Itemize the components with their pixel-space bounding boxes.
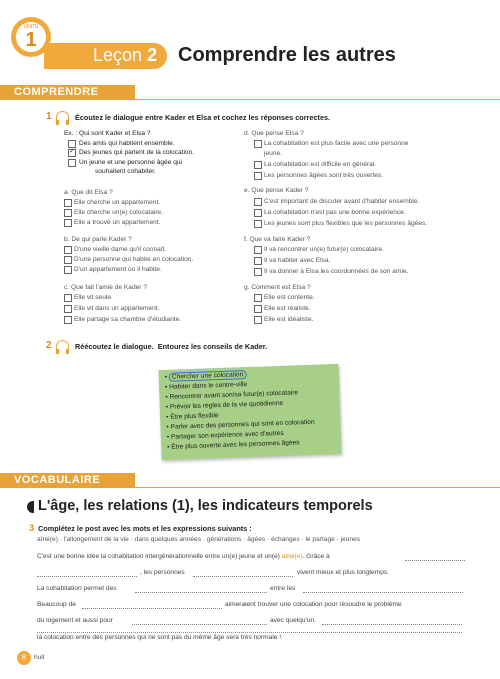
checkbox[interactable]	[254, 161, 262, 169]
option: Elle est réaliste.	[264, 305, 311, 312]
checkbox[interactable]	[64, 246, 72, 254]
checkbox[interactable]	[254, 294, 262, 302]
note-item-4[interactable]: • Prévoir les règles de la vie quotidienne	[165, 399, 284, 411]
option-continuation: jeune.	[264, 150, 282, 157]
option: La cohabitation est difficile en général.	[264, 161, 377, 168]
option: Elle vit dans un appartement.	[74, 305, 160, 312]
text-segment: C'est une bonne idée la cohabitation intergénérationnelle entre un(e) jeune et un(e)	[37, 553, 280, 560]
exercise-3-instruction: Complétez le post avec les mots et les expressions suivants :	[38, 524, 252, 533]
option: Elle partage sa chambre d'étudiante.	[74, 316, 182, 323]
checkbox[interactable]	[64, 266, 72, 274]
option: D'une vieille dame qu'il connaît.	[74, 246, 167, 253]
page-number: 8	[17, 651, 31, 665]
exercise-2-instruction-b: Entourez les conseils de Kader.	[157, 342, 268, 351]
section-rule	[0, 487, 500, 488]
option: D'un appartement où il habite.	[74, 266, 162, 273]
checkbox[interactable]	[254, 268, 262, 276]
option: La cohabitation est plus facile avec une personne	[264, 140, 409, 147]
option: Il va donner à Elsa les coordonnées de son amie.	[264, 268, 409, 275]
checkbox[interactable]	[254, 140, 262, 148]
option: C'est important de discuter avant d'habiter ensemble.	[264, 198, 420, 205]
blank-field[interactable]	[82, 608, 222, 609]
option: Il va rencontrer un(e) futur(e) colocataire.	[264, 246, 384, 253]
example-question: Ex. : Qui sont Kader et Elsa ?	[64, 130, 151, 137]
unit-label: UNITÉ	[23, 24, 39, 30]
checkbox[interactable]	[254, 220, 262, 228]
section-rule	[0, 99, 500, 100]
checkbox-checked[interactable]	[68, 149, 76, 157]
option: Elle est idéaliste.	[264, 316, 314, 323]
note-item-text: Partager son expérience avec d'autres	[170, 429, 284, 441]
exercise-1-instruction: Écoutez le dialogue entre Kader et Elsa et cochez les réponses correctes.	[75, 113, 331, 122]
exercise-number-3: 3	[29, 523, 35, 533]
question-f: f. Que va faire Kader ?	[244, 236, 311, 243]
blank-field[interactable]	[135, 592, 267, 593]
exercise-number-2: 2	[46, 340, 52, 351]
text-segment: La cohabitation permet des	[37, 585, 117, 592]
option: Elle cherche un appartement.	[74, 199, 161, 206]
question-b: b. De qui parle Kader ?	[64, 236, 132, 243]
section-label-comprendre: COMPRENDRE	[14, 86, 99, 98]
text-segment: la colocation entre des personnes qui ne sont pas du même âge sera très normale !	[37, 634, 282, 641]
checkbox[interactable]	[254, 305, 262, 313]
text-segment: . Grâce à	[302, 553, 330, 560]
section-label-vocabulaire: VOCABULAIRE	[14, 474, 101, 486]
note-item-text: Être plus ouverte avec les personnes âgées	[171, 439, 300, 451]
vocabulary-title: L'âge, les relations (1), les indicateurs temporels	[38, 498, 373, 514]
example-option: Des amis qui habitent ensemble.	[79, 140, 175, 147]
checkbox[interactable]	[254, 172, 262, 180]
word-list: aîné(e) · l'allongement de la vie · dans quelques années · générations · âgées · échanges · le partage · jeunes	[37, 536, 361, 543]
lecon-number: 2	[147, 45, 158, 65]
option: Il va habiter avec Elsa.	[264, 257, 331, 264]
page-number-word: huit	[34, 654, 45, 661]
text-segment: aimeraient trouver une colocation pour résoudre le problème	[225, 601, 402, 608]
option: Elle a trouvé un appartement.	[74, 219, 161, 226]
example-option: Un jeune et une personne âgée qui	[79, 159, 183, 166]
text-segment: , les personnes	[140, 569, 185, 576]
option: Les jeunes sont plus flexibles que les personnes âgées.	[264, 220, 428, 227]
checkbox[interactable]	[64, 294, 72, 302]
note-item-8[interactable]: • Être plus ouverte avec les personnes âgées	[167, 439, 300, 451]
checkbox[interactable]	[254, 209, 262, 217]
note-item-6[interactable]: • Parler avec des personnes qui sont en colocation	[166, 418, 315, 431]
text-segment: du logement et aussi pour	[37, 617, 113, 624]
blank-field[interactable]	[132, 624, 267, 625]
text-segment: avec quelqu'un.	[270, 617, 316, 624]
sticky-note	[158, 364, 341, 460]
text-line	[37, 553, 330, 560]
option: D'une personne qui habite en colocation.	[74, 256, 194, 263]
blank-field[interactable]	[322, 624, 462, 625]
note-item-1[interactable]: • Chercher une colocation	[165, 371, 247, 381]
note-item-text: Prévoir les règles de la vie quotidienne	[169, 399, 284, 411]
example-answer: aîné(e)	[281, 553, 303, 560]
page-title: Comprendre les autres	[178, 44, 396, 66]
example-option-continuation: souhaitent cohabiter.	[95, 168, 156, 175]
blank-field[interactable]	[303, 592, 463, 593]
headphones-icon	[56, 340, 69, 351]
note-item-2[interactable]: • Habiter dans le centre-ville	[164, 381, 248, 391]
checkbox[interactable]	[254, 246, 262, 254]
text-segment: entre les	[270, 585, 296, 592]
note-item-7[interactable]: • Partager son expérience avec d'autres	[166, 429, 284, 441]
note-item-3[interactable]: • Rencontrer avant son/sa futur(e) colocataire	[165, 389, 299, 401]
unit-number: 1	[25, 29, 37, 51]
blank-field[interactable]	[193, 576, 293, 577]
checkbox[interactable]	[64, 305, 72, 313]
lecon-word: Leçon	[93, 45, 143, 65]
checkbox[interactable]	[254, 316, 262, 324]
option: Les personnes âgées sont très ouvertes.	[264, 172, 384, 179]
checkbox[interactable]	[254, 198, 262, 206]
question-g: g. Comment est Elsa ?	[244, 284, 311, 291]
checkbox[interactable]	[254, 257, 262, 265]
blank-field[interactable]	[405, 560, 465, 561]
exercise-number-1: 1	[46, 111, 52, 122]
checkbox[interactable]	[64, 316, 72, 324]
option: Elle vit seule.	[74, 294, 113, 301]
title-bullet	[27, 501, 34, 513]
checkbox[interactable]	[64, 209, 72, 217]
note-item-text: Habiter dans le centre-ville	[169, 381, 248, 391]
checkbox[interactable]	[68, 159, 76, 167]
question-a: a. Que dit Elsa ?	[64, 189, 113, 196]
note-item-5[interactable]: • Être plus flexible	[166, 412, 219, 421]
option: La cohabitation n'est pas une bonne expérience.	[264, 209, 406, 216]
note-item-text: Chercher une colocation	[169, 370, 247, 382]
example-option: Des jeunes qui parlent de la colocation.	[79, 149, 195, 156]
lecon-label	[93, 45, 157, 66]
option: Elle est contente.	[264, 294, 315, 301]
blank-field[interactable]	[37, 576, 137, 577]
headphones-icon	[56, 111, 69, 122]
question-c: c. Que fait l'amie de Kader ?	[64, 284, 147, 291]
text-segment: vivent mieux et plus longtemps.	[297, 569, 389, 576]
note-item-text: Rencontrer avant son/sa futur(e) colocataire	[169, 389, 299, 401]
blank-field[interactable]	[37, 632, 462, 633]
checkbox[interactable]	[64, 199, 72, 207]
exercise-2-instruction-a: Réécoutez le dialogue.	[75, 342, 154, 351]
note-item-text: Être plus flexible	[170, 412, 219, 421]
checkbox[interactable]	[64, 219, 72, 227]
question-d: d. Que pense Elsa ?	[244, 130, 304, 137]
checkbox[interactable]	[64, 256, 72, 264]
text-segment: Beaucoup de	[37, 601, 76, 608]
option: Elle cherche un(e) colocataire.	[74, 209, 164, 216]
note-item-text: Parler avec des personnes qui sont en colocation	[170, 418, 315, 431]
question-e: e. Que pense Kader ?	[244, 187, 309, 194]
exercise-2-instruction	[75, 342, 267, 351]
